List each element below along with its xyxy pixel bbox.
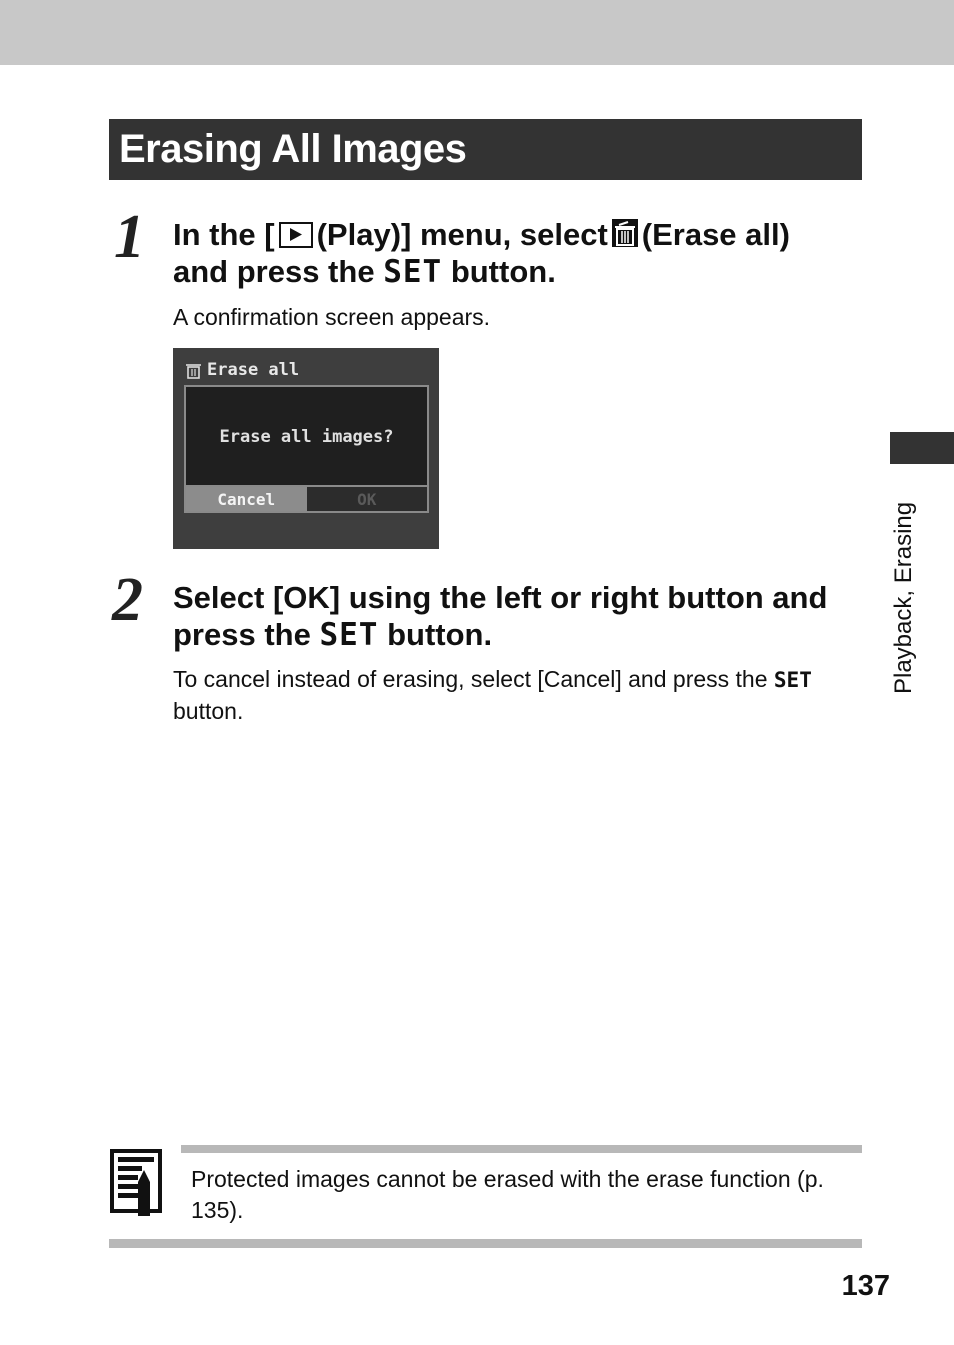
screen-title-label: Erase all	[207, 360, 300, 380]
memo-pencil-icon	[110, 1148, 164, 1218]
step-1-heading	[173, 216, 853, 291]
note-text: Protected images cannot be erased with the erase function (p. 135).	[191, 1166, 824, 1223]
page-number: 137	[841, 1270, 890, 1302]
step-2-description-part2: button.	[173, 698, 244, 724]
step-2-description-part1: To cancel instead of erasing, select [Cancel] and press the	[173, 666, 768, 692]
set-button-glyph-2: SET	[319, 617, 379, 653]
step-2-heading	[173, 579, 853, 654]
screen-title	[185, 360, 299, 380]
note-rule-top	[181, 1145, 862, 1153]
trash-icon	[612, 219, 638, 247]
title-bar	[109, 119, 862, 180]
page-title: Erasing All Images	[119, 127, 467, 171]
set-button-glyph-3: SET	[773, 668, 812, 692]
step-1-heading-part1: In the [	[173, 217, 275, 252]
set-button-glyph: SET	[383, 254, 443, 290]
screen-message: Erase all images?	[219, 427, 394, 447]
step-1-heading-part3: (Erase all) and press the	[173, 217, 790, 289]
step-number-2: 2	[112, 566, 143, 634]
ok-button[interactable]: OK	[307, 487, 428, 511]
side-tab-marker	[890, 432, 954, 464]
confirmation-screen	[173, 348, 439, 549]
step-2-heading-part1: Select [OK] using the left or right button and press the	[173, 580, 828, 652]
step-1-description: A confirmation screen appears.	[173, 304, 491, 330]
note-rule-bottom	[109, 1239, 862, 1248]
screen-trash-icon	[185, 361, 203, 379]
step-1-heading-part4: button.	[450, 254, 556, 289]
screen-dialog	[184, 385, 429, 513]
top-band	[0, 0, 954, 65]
step-2-heading-part2: button.	[387, 617, 493, 652]
step-1-heading-part2: (Play)] menu, select	[316, 217, 608, 252]
screen-buttons	[186, 485, 427, 511]
side-tab-label: Playback, Erasing	[890, 501, 917, 694]
step-2-description	[173, 664, 863, 727]
step-number-1: 1	[114, 203, 145, 271]
cancel-button[interactable]: Cancel	[186, 487, 307, 511]
play-icon	[279, 222, 313, 248]
